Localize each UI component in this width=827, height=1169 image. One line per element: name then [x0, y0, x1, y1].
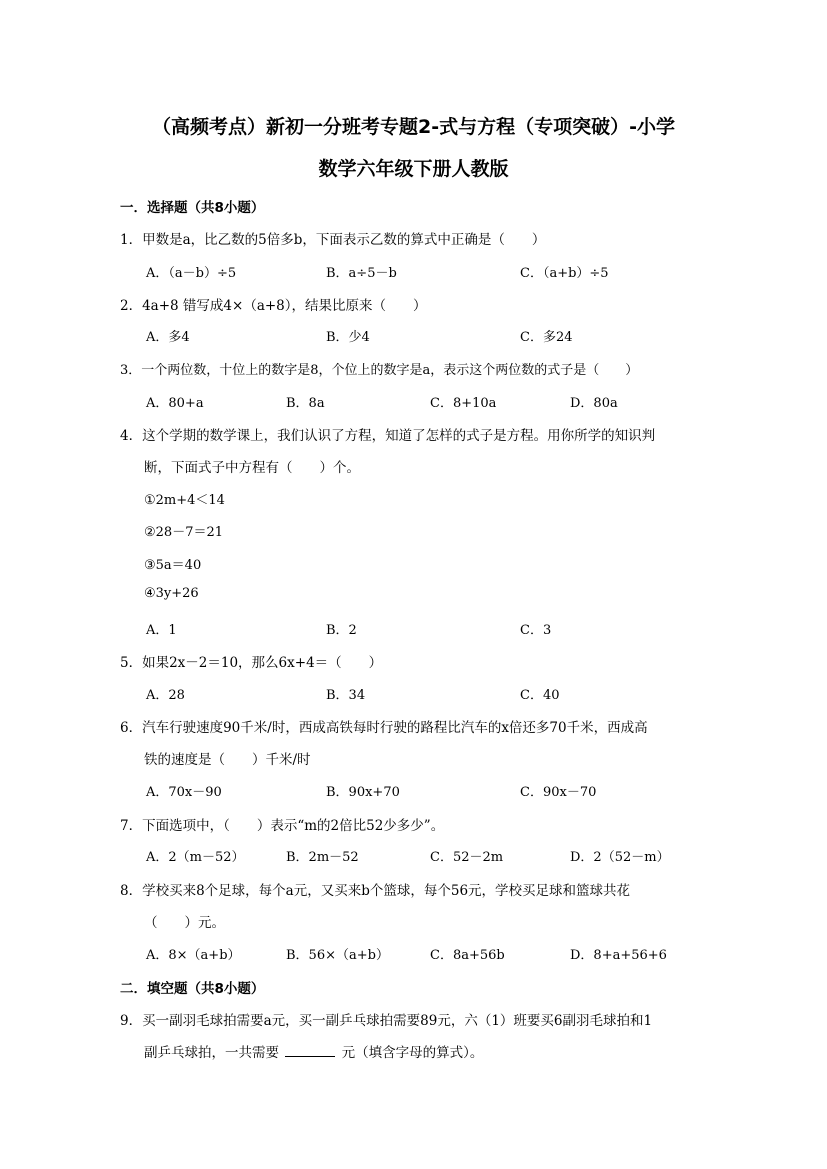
question-4-item-1: ①2m+4＜14: [144, 493, 225, 508]
question-8-stem-line-1: 8．学校买来8个足球，每个a元，又买来b个篮球，每个56元，学校买足球和篮球共花: [120, 883, 631, 899]
question-8-stem-line-2: （ ）元。: [144, 915, 225, 931]
question-9-stem-line-2: [144, 1041, 483, 1061]
question-4-option-a: A．1: [146, 623, 177, 638]
question-9-stem-line-1: 9．买一副羽毛球拍需要a元，买一副乒乓球拍需要89元，六（1）班要买6副羽毛球拍和1: [120, 1013, 653, 1029]
question-1-option-a: A．（a－b）÷5: [146, 266, 237, 281]
document-title-line-2: 数学六年级下册人教版: [318, 158, 509, 180]
question-6-stem-line-2: 铁的速度是（ ）千米/时: [144, 752, 311, 768]
question-5-option-c: C．40: [520, 688, 560, 703]
question-7-option-a: A．2（m－52）: [146, 850, 245, 865]
question-2-stem: 2．4a+8 错写成4×（a+8），结果比原来（ ）: [120, 298, 427, 314]
question-1-stem: 1．甲数是a，比乙数的5倍多b，下面表示乙数的算式中正确是（ ）: [120, 232, 546, 248]
answer-blank[interactable]: [285, 1044, 335, 1057]
document-title-line-1: （高频考点）新初一分班考专题2-式与方程（专项突破）-小学: [152, 116, 675, 138]
question-6-option-c: C．90x－70: [520, 785, 597, 800]
question-6-stem-line-1: 6．汽车行驶速度90千米/时，西成高铁每时行驶的路程比汽车的x倍还多70千米，西成高: [120, 720, 648, 736]
question-4-item-3: ③5a＝40: [144, 558, 202, 573]
question-4-item-2: ②28－7＝21: [144, 525, 224, 540]
question-8-option-a: A．8×（a+b）: [146, 948, 241, 963]
question-3-option-b: B．8a: [286, 396, 325, 411]
question-5-stem: 5．如果2x－2＝10，那么6x+4＝（ ）: [120, 655, 383, 671]
question-2-option-a: A．多4: [146, 330, 190, 345]
question-4-stem-line-2: 断，下面式子中方程有（ ）个。: [144, 460, 360, 476]
question-6-option-b: B．90x+70: [326, 785, 400, 800]
question-8-option-d: D．8+a+56+6: [570, 948, 667, 963]
question-7-option-c: C．52－2m: [430, 850, 504, 865]
question-2-option-c: C．多24: [520, 330, 573, 345]
section-heading-multiple-choice: 一．选择题（共8小题）: [120, 200, 265, 216]
question-3-option-c: C．8+10a: [430, 396, 497, 411]
question-3-stem: 3．一个两位数，十位上的数字是8，个位上的数字是a，表示这个两位数的式子是（ ）: [120, 363, 639, 378]
question-3-option-d: D．80a: [570, 396, 618, 411]
question-8-option-b: B．56×（a+b）: [286, 948, 389, 963]
question-5-option-b: B．34: [326, 688, 366, 703]
question-1-option-b: B．a÷5－b: [326, 266, 397, 281]
question-4-option-b: B．2: [326, 623, 357, 638]
question-8-option-c: C．8a+56b: [430, 948, 505, 963]
question-1-option-c: C．（a+b）÷5: [520, 266, 609, 281]
question-4-item-4: ④3y+26: [144, 586, 199, 601]
question-3-option-a: A．80+a: [146, 396, 204, 411]
question-5-option-a: A．28: [146, 688, 185, 703]
question-7-option-d: D．2（52－m）: [570, 850, 670, 865]
question-2-option-b: B．少4: [326, 330, 370, 345]
question-9-stem-prefix: 副乒乓球拍，一共需要: [144, 1045, 279, 1061]
question-9-stem-suffix: 元（填含字母的算式）。: [341, 1045, 484, 1061]
question-4-option-c: C．3: [520, 623, 552, 638]
section-heading-fill-in: 二．填空题（共8小题）: [120, 981, 265, 997]
question-7-stem: 7．下面选项中，（ ）表示“m的2倍比52少多少”。: [120, 818, 445, 834]
question-4-stem-line-1: 4．这个学期的数学课上，我们认识了方程，知道了怎样的式子是方程。用你所学的知识判: [120, 428, 656, 444]
question-7-option-b: B．2m－52: [286, 850, 359, 865]
question-6-option-a: A．70x－90: [146, 785, 222, 800]
